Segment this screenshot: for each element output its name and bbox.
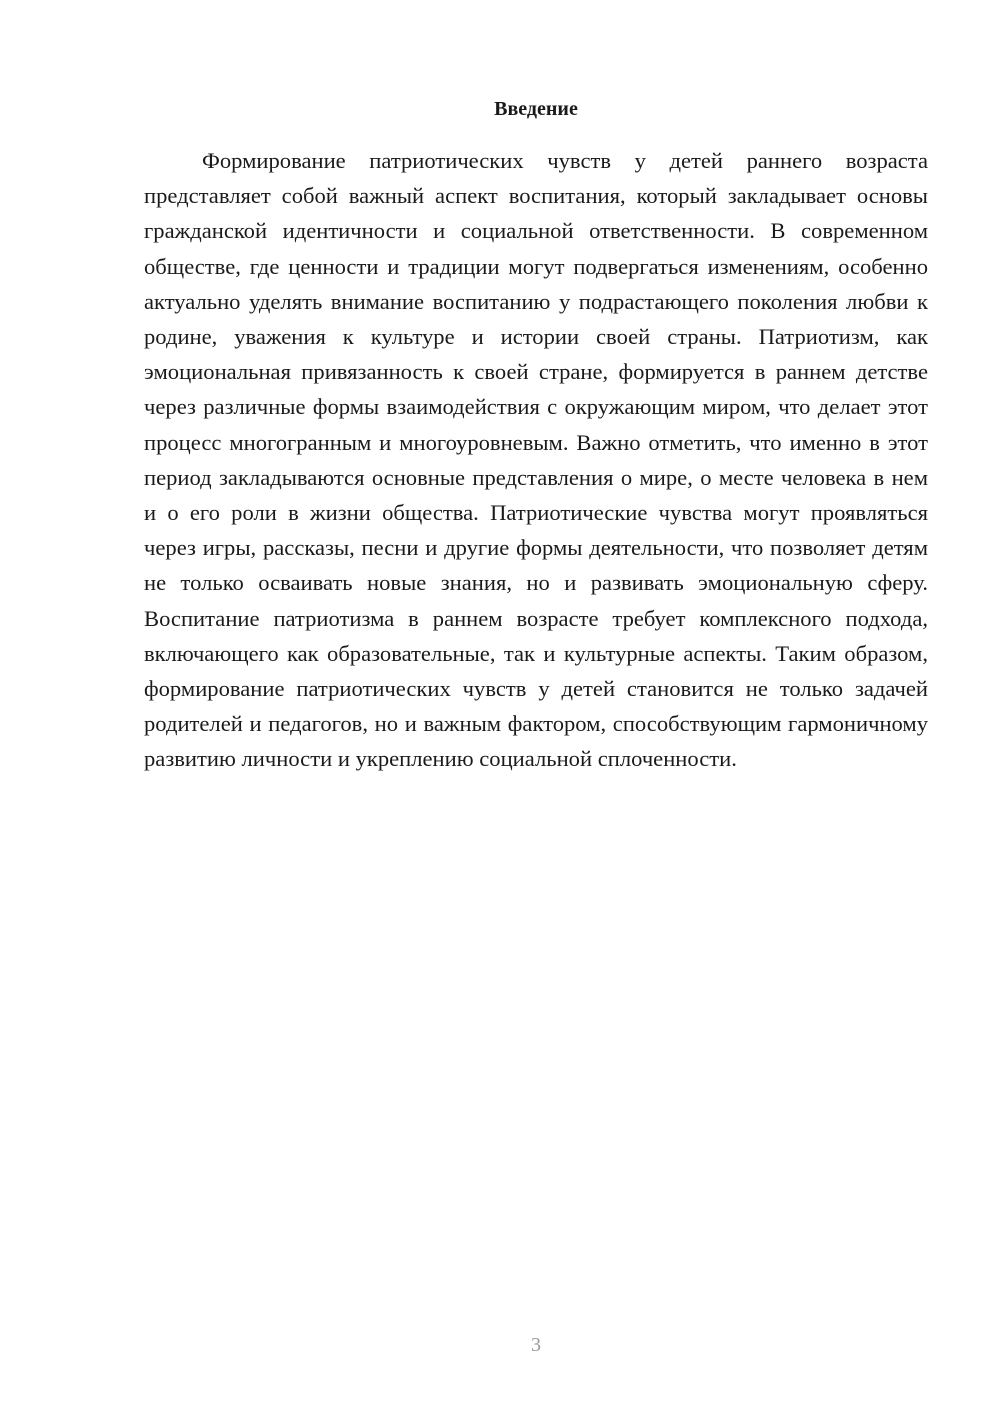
page-number: 3 [531,1334,541,1356]
body-paragraph: Формирование патриотических чувств у детей раннего возраста представляет собой важный аспект воспитания, который закладывает основы гражданской идентичности и социальной ответственности. В современном обществе, где ценности и традиции могут подвергаться изменениям, особенно актуально уделять внимание воспитанию у подрастающего поколения любви к родине, уважения к культуре и истории своей страны. Патриотизм, как эмоциональная привязанность к своей стране, формируется в раннем детстве через различные формы взаимодействия с окружающим миром, что делает этот процесс многогранным и многоуровневым. Важно отметить, что именно в этот период закладываются основные представления о мире, о месте человека в нем и о его роли в жизни общества. Патриотические чувства могут проявляться через игры, рассказы, песни и другие формы деятельности, что позволяет детям не только осваивать новые знания, но и развивать эмоциональную сферу. Воспитание патриотизма в раннем возрасте требует комплексного подхода, включающего как образовательные, так и культурные аспекты. Таким образом, формирование патриотических чувств у детей становится не только задачей родителей и педагогов, но и важным фактором, способствующим гармоничному развитию личности и укреплению социальной сплоченности. [144,148,928,772]
section-heading: Введение [494,98,578,120]
